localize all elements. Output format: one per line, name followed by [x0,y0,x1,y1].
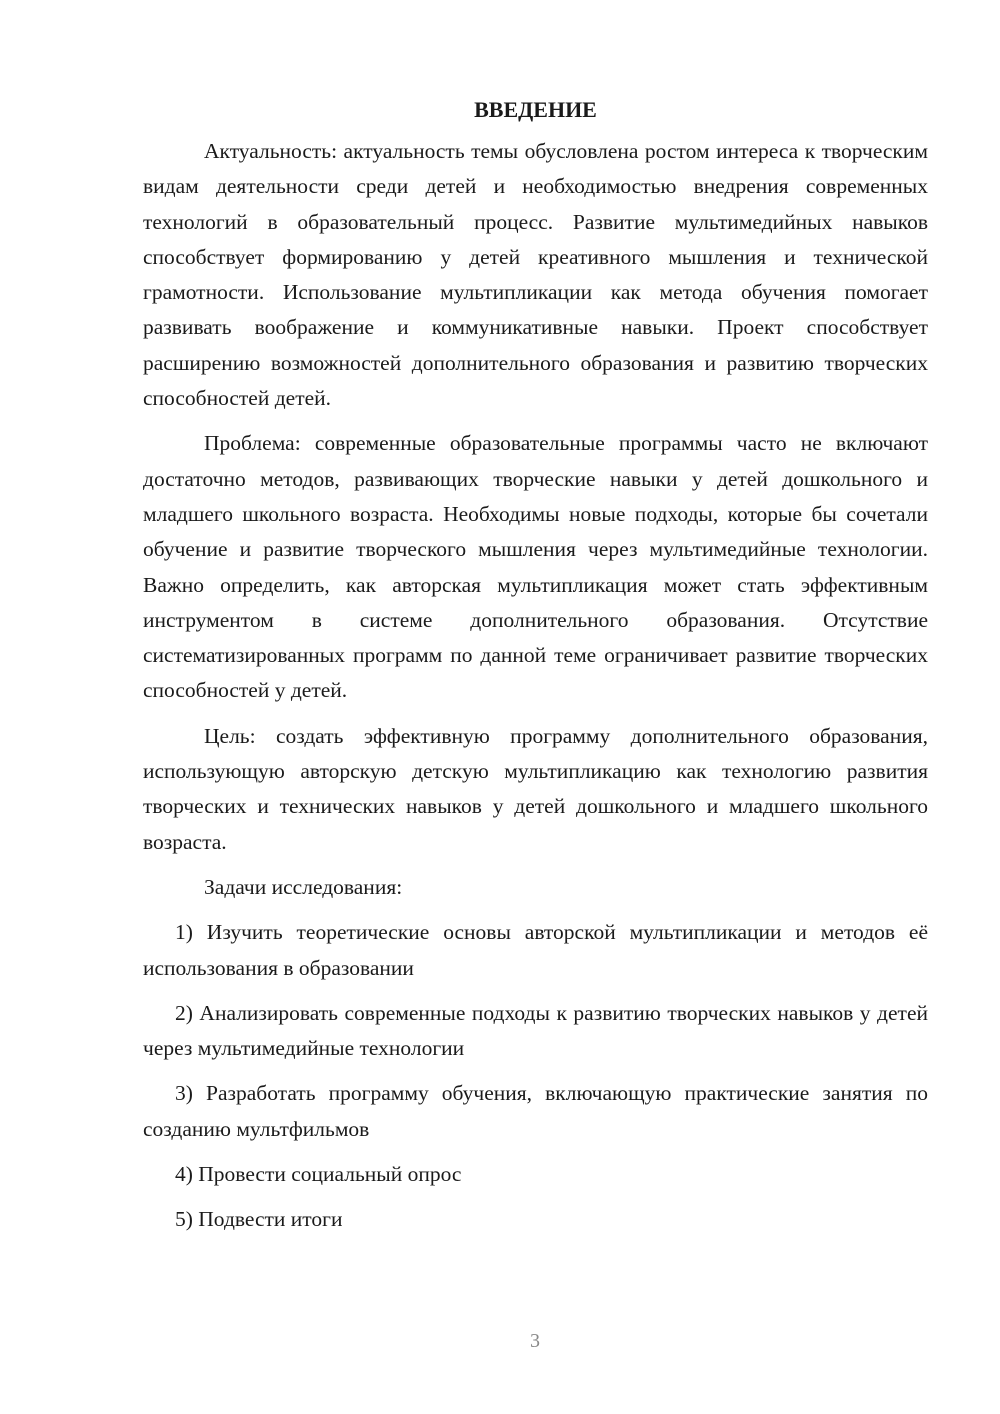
tasks-heading: Задачи исследования: [204,874,403,899]
paragraph-goal: Цель: создать эффективную программу дополнительного образования, использующую авторскую детскую мультипликацию как технологию развития творческих и технических навыков у детей дошкольного и младшего школьного возраста. [143,723,928,854]
document-page [143,92,928,1238]
tasks-list [143,915,928,1237]
list-item: 3) Разработать программу обучения, включающую практические занятия по созданию мультфильмов [143,1081,928,1141]
list-item: 1) Изучить теоретические основы авторской мультипликации и методов её использования в образовании [143,920,928,980]
paragraph-problem: Проблема: современные образовательные программы часто не включают достаточно методов, развивающих творческие навыки у детей дошкольного и младшего школьного возраста. Необходимы новые подходы, которые бы сочетали обучение и развитие творческого мышления через мультимедийные технологии. Важно определить, как авторская мультипликация может стать эффективным инструментом в системе дополнительного образования. Отсутствие систематизированных программ по данной теме ограничивает развитие творческих способностей у детей. [143,431,928,703]
page-number: 3 [530,1330,540,1352]
list-item: 5) Подвести итоги [175,1207,343,1232]
list-item: 4) Провести социальный опрос [175,1162,462,1187]
list-item: 2) Анализировать современные подходы к развитию творческих навыков у детей через мультимедийные технологии [143,1000,928,1061]
paragraph-relevance: Актуальность: актуальность темы обусловлена ростом интереса к творческим видам деятельности среди детей и необходимостью внедрения современных технологий в образовательный процесс. Развитие мультимедийных навыков способствует формированию у детей креативного мышления и технической грамотности. Использование мультипликации как метода обучения помогает развивать воображение и коммуникативные навыки. Проект способствует расширению возможностей дополнительного образования и развитию творческих способностей детей. [143,139,928,411]
page-title: ВВЕДЕНИЕ [474,97,597,122]
